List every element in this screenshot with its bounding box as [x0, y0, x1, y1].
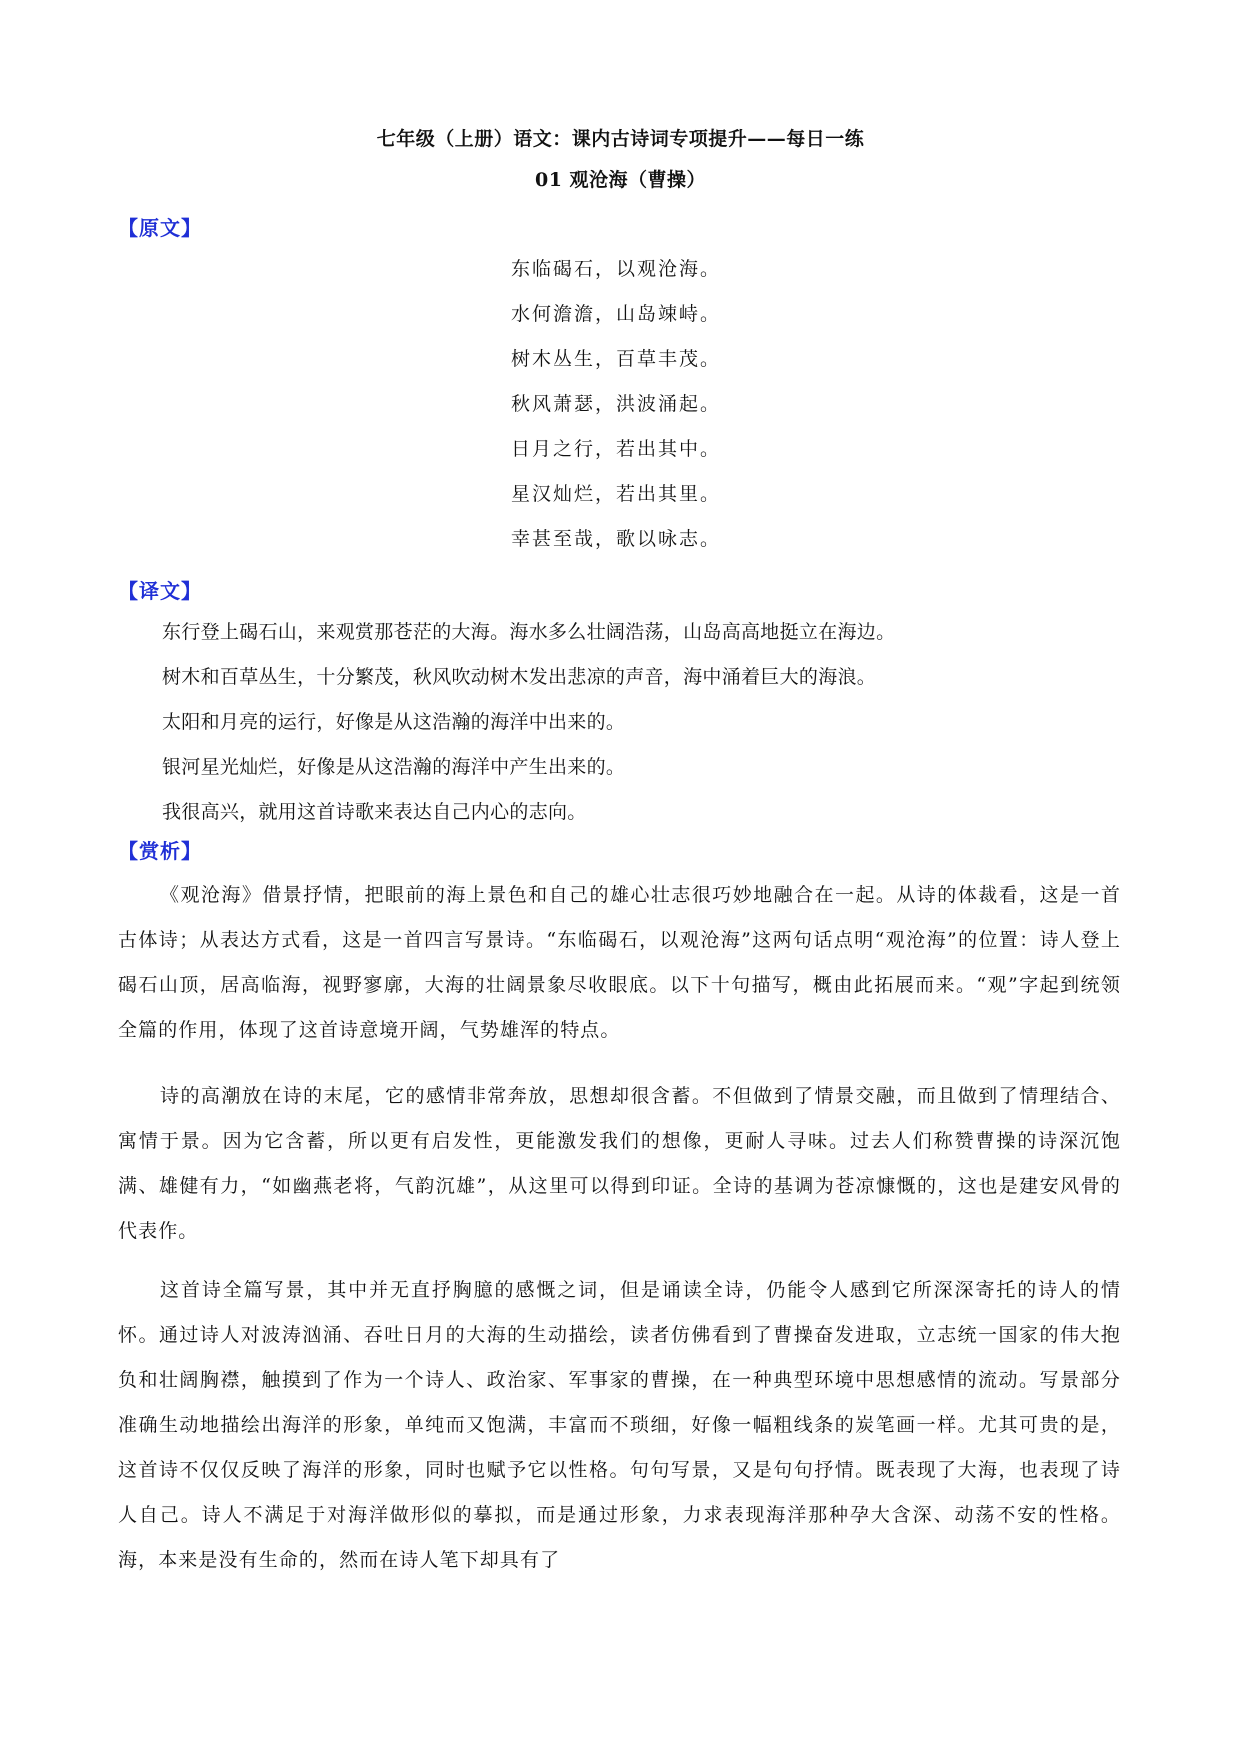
poem-line: 日月之行，若出其中。	[511, 438, 722, 460]
section-head-original: 【原文】	[118, 216, 202, 240]
translation-line: 我很高兴，就用这首诗歌来表达自己内心的志向。	[162, 801, 587, 823]
poem-line: 幸甚至哉，歌以咏志。	[511, 528, 722, 550]
poem-line: 东临碣石，以观沧海。	[511, 258, 722, 280]
poem-title: 01 观沧海（曹操）	[534, 169, 707, 191]
poem-line: 树木丛生，百草丰茂。	[511, 348, 722, 370]
document-title: 七年级（上册）语文：课内古诗词专项提升——每日一练	[376, 128, 865, 150]
translation-line: 银河星光灿烂，好像是从这浩瀚的海洋中产生出来的。	[162, 756, 626, 778]
section-head-translation: 【译文】	[118, 579, 202, 603]
poem-line: 秋风萧瑟，洪波涌起。	[511, 393, 722, 415]
analysis-paragraph: 《观沧海》借景抒情，把眼前的海上景色和自己的雄心壮志很巧妙地融合在一起。从诗的体裁看，这是一首古体诗；从表达方式看，这是一首四言写景诗。“东临碣石，以观沧海”这两句话点明“观沧海”的位置：诗人登上碣石山顶，居高临海，视野寥廓，大海的壮阔景象尽收眼底。以下十句描写，概由此拓展而来。“观”字起到统领全篇的作用，体现了这首诗意境开阔，气势雄浑的特点。	[118, 884, 1121, 1041]
translation-body	[162, 617, 895, 842]
analysis-paragraph: 诗的高潮放在诗的末尾，它的感情非常奔放，思想却很含蓄。不但做到了情景交融，而且做到了情理结合、寓情于景。因为它含蓄，所以更有启发性，更能激发我们的想像，更耐人寻味。过去人们称赞曹操的诗深沉饱满、雄健有力，“如幽燕老将，气韵沉雄”，从这里可以得到印证。全诗的基调为苍凉慷慨的，这也是建安风骨的代表作。	[118, 1085, 1121, 1242]
poem-line: 水何澹澹，山岛竦峙。	[511, 303, 722, 325]
section-head-analysis: 【赏析】	[118, 839, 202, 863]
analysis-paragraph: 这首诗全篇写景，其中并无直抒胸臆的感慨之词，但是诵读全诗，仍能令人感到它所深深寄托的诗人的情怀。通过诗人对波涛汹涌、吞吐日月的大海的生动描绘，读者仿佛看到了曹操奋发进取，立志统一国家的伟大抱负和壮阔胸襟，触摸到了作为一个诗人、政治家、军事家的曹操，在一种典型环境中思想感情的流动。写景部分准确生动地描绘出海洋的形象，单纯而又饱满，丰富而不琐细，好像一幅粗线条的炭笔画一样。尤其可贵的是，这首诗不仅仅反映了海洋的形象，同时也赋予它以性格。句句写景，又是句句抒情。既表现了大海，也表现了诗人自己。诗人不满足于对海洋做形似的摹拟，而是通过形象，力求表现海洋那种孕大含深、动荡不安的性格。海，本来是没有生命的，然而在诗人笔下却具有了	[118, 1279, 1121, 1571]
poem-body	[511, 254, 721, 569]
translation-line: 树木和百草丛生，十分繁茂，秋风吹动树木发出悲凉的声音，海中涌着巨大的海浪。	[162, 666, 877, 688]
poem-line: 星汉灿烂，若出其里。	[511, 483, 722, 505]
translation-line: 太阳和月亮的运行，好像是从这浩瀚的海洋中出来的。	[162, 711, 626, 733]
translation-line: 东行登上碣石山，来观赏那苍茫的大海。海水多么壮阔浩荡，山岛高高地挺立在海边。	[162, 621, 896, 643]
